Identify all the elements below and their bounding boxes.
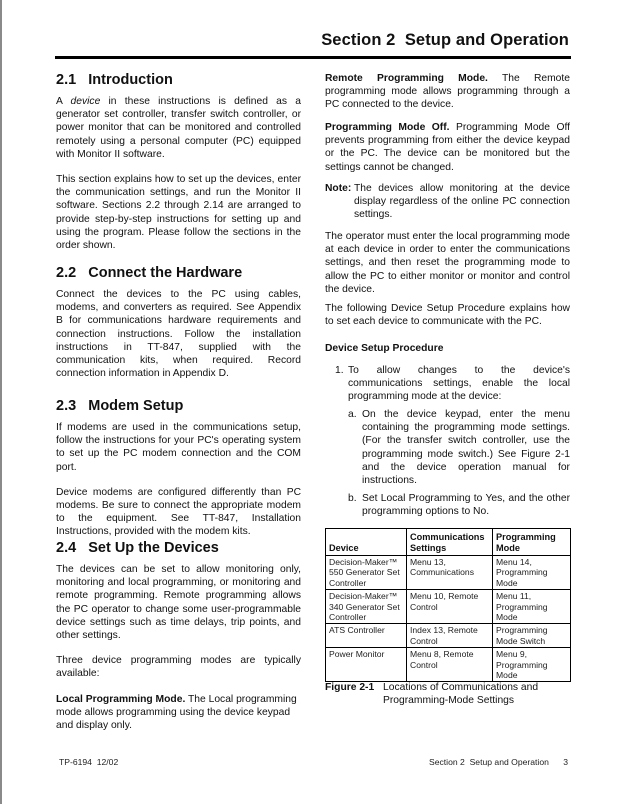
run-in-heading: Local Programming Mode. (56, 693, 186, 705)
text: The Remote programming mode allows programming through a PC connected to the device. (325, 73, 570, 111)
section-2-2 (56, 264, 301, 380)
run-in-heading: Remote Programming Mode. (325, 73, 488, 84)
section-heading: 2.2 Connect the Hardware (56, 265, 243, 281)
footer-doc-id: TP-6194 12/02 (59, 757, 119, 767)
table-cell: Menu 10, Remote Control (407, 590, 493, 624)
step-letter: a. (348, 409, 357, 420)
operator-paragraph (325, 230, 570, 296)
table-header-row (326, 529, 571, 556)
table-cell: Decision-Maker™ 340 Generator Set Controller (326, 590, 407, 624)
paragraph: Three device programming modes are typically available: (56, 655, 301, 680)
table-cell: Power Monitor (326, 648, 407, 682)
table-cell: Menu 8, Remote Control (407, 648, 493, 682)
text: A (56, 96, 71, 107)
run-in-heading: Programming Mode Off. (325, 122, 450, 133)
paragraph: The operator must enter the local programming mode at each device in order to enter the communications settings, and then reset the programming mode to allow the PC to either monitor or monitor and control the device. (325, 231, 570, 295)
figure-label: Figure 2-1 (325, 682, 375, 693)
table-row (326, 556, 571, 590)
step-number: 1. (335, 365, 344, 376)
text: in these instructions is defined as a generator set controller, transfer switch controller, or power monitor that can be monitored and controlled remotely using a personal computer (PC) equipped with Monitor II software. (56, 96, 301, 160)
figure-caption (325, 681, 575, 707)
paragraph: Connect the devices to the PC using cables, modems, and converters as required. See Appendix B for communications hardware requirements and connection instructions. Follow the installation instructions in TT-847, supplied with the communication kits, when required. Record connection information in Appendix D. (56, 289, 301, 380)
column-header-communications-settings: Communications Settings (407, 529, 493, 556)
paragraph (56, 693, 301, 733)
running-header: Section 2 Setup and Operation (321, 31, 569, 49)
following-paragraph (325, 302, 570, 328)
note-text: The devices allow monitoring at the device display regardless of the online PC connection settings. (354, 183, 570, 221)
step-text: Set Local Programming to Yes, and the other programming options to No. (362, 493, 570, 518)
paragraph (56, 95, 301, 161)
footer-page-info: Section 2 Setup and Operation 3 (428, 757, 568, 767)
section-heading: 2.3 Modem Setup (56, 398, 184, 414)
step-1 (335, 364, 570, 404)
table-cell: Programming Mode Switch (493, 624, 571, 648)
column-header-programming-mode: Programming Mode (493, 529, 571, 556)
text: Programming Mode Off prevents programming from either the device keypad or the PC. The device can be monitored but the settings cannot be changed. (325, 122, 571, 173)
step-1b (348, 492, 570, 518)
note-label: Note: (325, 183, 352, 194)
table-cell: Menu 14, Programming Mode (493, 556, 571, 590)
remote-mode (325, 72, 570, 112)
section-heading: 2.1 Introduction (56, 72, 173, 88)
step-1a (348, 408, 570, 487)
table-cell: Menu 11, Programming Mode (493, 590, 571, 624)
paragraph: If modems are used in the communications setup, follow the instructions for your PC's operating system to set up the PC modem connection and the COM port. (56, 422, 301, 473)
paragraph: Device modems are configured differently than PC modems. Be sure to connect the appropriate modem to the equipment. See TT-847, Installation Instructions, provided with the modem kits. (56, 486, 301, 538)
procedure-heading: Device Setup Procedure (325, 343, 444, 354)
figure-caption-text: Locations of Communications and Programming-Mode Settings (383, 682, 539, 706)
paragraph (325, 121, 570, 174)
italic-term: device (70, 96, 101, 107)
column-header-device: Device (326, 529, 407, 556)
section-2-4 (56, 539, 301, 732)
paragraph: This section explains how to set up the devices, enter the communication settings, and run the Monitor II software. Sections 2.2 through 2.14 are arranged to provide step-by-step instructions for setting up and using the program. Please follow the sections in the order shown. (56, 174, 301, 252)
table-cell: Decision-Maker™ 550 Generator Set Controller (326, 556, 407, 590)
table-row (326, 590, 571, 624)
section-2-3 (56, 397, 301, 539)
table-row (326, 648, 571, 682)
figure-2-1-table (325, 528, 571, 682)
section-2-1 (56, 71, 301, 252)
step-text: To allow changes to the device's communications settings, enable the local programming mode at the device: (348, 365, 570, 403)
header-rule (55, 56, 571, 59)
paragraph: The following Device Setup Procedure explains how to set each device to communicate with the PC. (325, 303, 570, 328)
section-heading: 2.4 Set Up the Devices (56, 540, 219, 556)
page-edge-line (0, 0, 2, 804)
table-cell: Menu 13, Communications (407, 556, 493, 590)
note (325, 182, 570, 222)
step-letter: b. (348, 493, 357, 504)
mode-off (325, 121, 570, 174)
table-cell: Menu 9, Programming Mode (493, 648, 571, 682)
table-row (326, 624, 571, 648)
paragraph: The devices can be set to allow monitoring only, monitoring and local programming, or monitoring and remote programming. Remote programming allows the PC operator to change some user-programmable device settings such as time delays, trip points, and other settings. (56, 564, 301, 642)
step-text: On the device keypad, enter the menu containing the programming mode settings. (For the transfer switch controller, use the programming mode switch.) See Figure 2-1 and the device operation manual for instructions. (362, 409, 570, 487)
table-cell: ATS Controller (326, 624, 407, 648)
table-cell: Index 13, Remote Control (407, 624, 493, 648)
paragraph (325, 72, 570, 112)
text: The Local programming mode allows programming using the device keypad and display only. (56, 693, 297, 732)
